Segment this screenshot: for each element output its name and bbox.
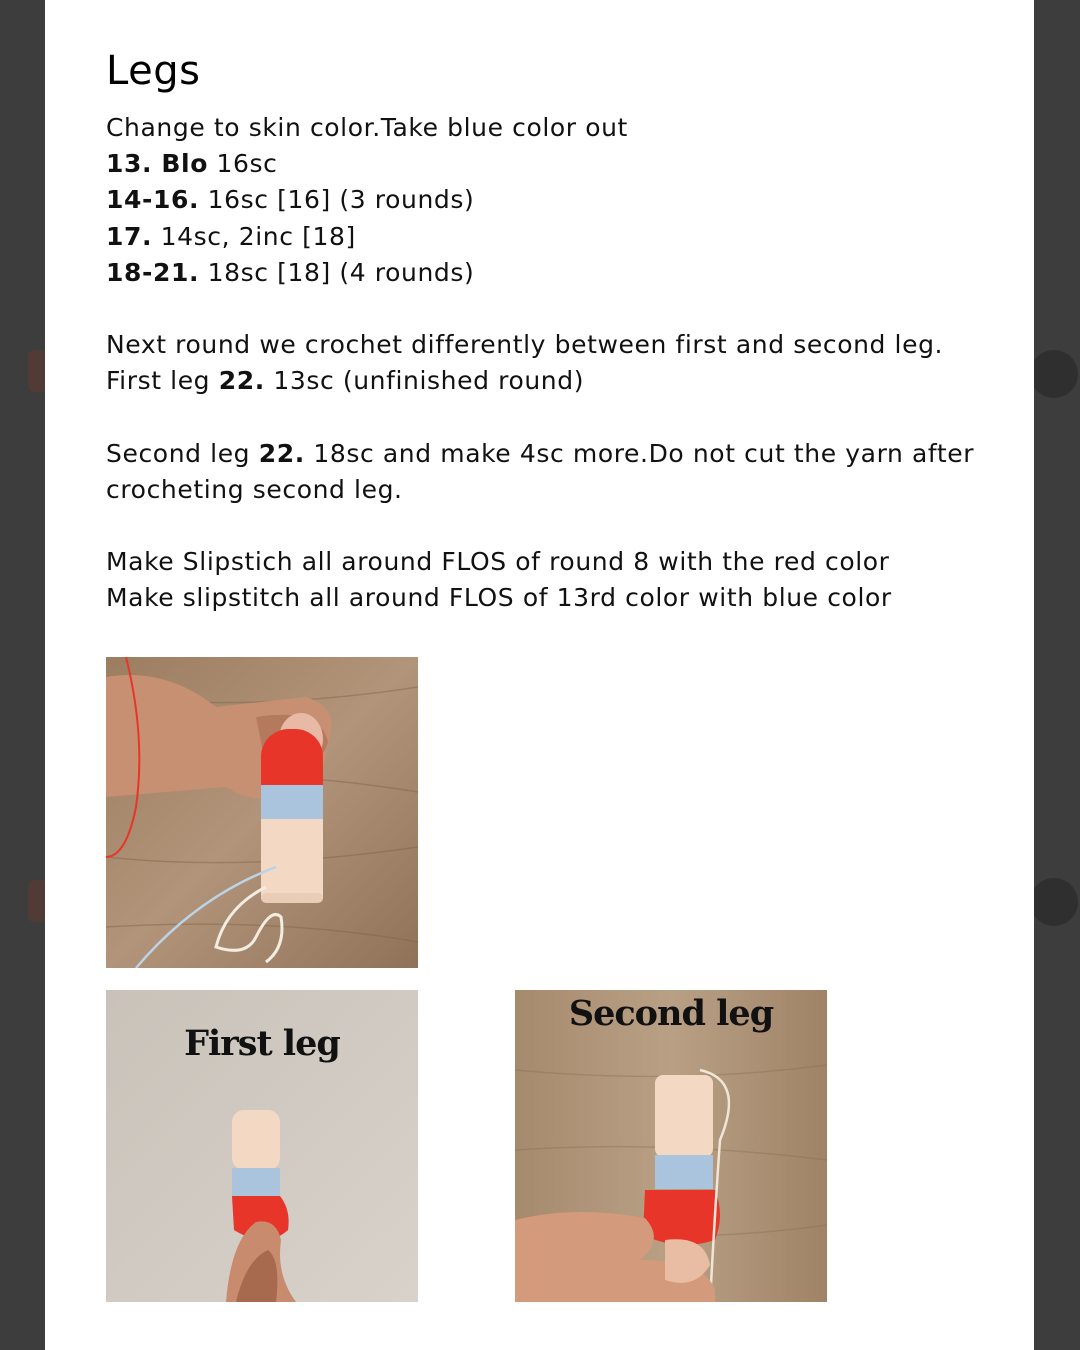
intro-line: Change to skin color.Take blue color out bbox=[106, 113, 628, 142]
round-number: 18-21. bbox=[106, 257, 200, 287]
document-page bbox=[45, 0, 1034, 1350]
round-line bbox=[106, 146, 1006, 182]
background-shape bbox=[1030, 878, 1078, 926]
background-right bbox=[1034, 0, 1080, 1350]
photo-caption-second-leg: Second leg bbox=[568, 993, 774, 1034]
round-text: 16sc bbox=[208, 149, 278, 179]
round-text: 16sc [16] (3 rounds) bbox=[199, 185, 475, 215]
second-leg-line-cont: crocheting second leg. bbox=[106, 474, 403, 504]
pattern-text bbox=[106, 110, 1006, 617]
background-left bbox=[0, 0, 45, 1350]
photo-first-leg bbox=[106, 990, 418, 1302]
round-line bbox=[106, 219, 1006, 255]
round-text: 18sc [18] (4 rounds) bbox=[199, 257, 475, 287]
round-number: 13. Blo bbox=[106, 149, 208, 179]
photo-crochet-in-progress bbox=[106, 657, 418, 968]
second-leg-line: Second leg 22. 18sc and make 4sc more.Do not cut the yarn after bbox=[106, 438, 975, 468]
page-title: Legs bbox=[106, 48, 201, 94]
round-number: 17. bbox=[106, 221, 153, 251]
slipstitch-red-line: Make Slipstich all around FLOS of round 8 with the red color bbox=[106, 547, 890, 577]
round-text: 14sc, 2inc [18] bbox=[152, 221, 356, 251]
first-leg-line: First leg 22. 13sc (unfinished round) bbox=[106, 366, 585, 396]
round-number: 14-16. bbox=[106, 185, 200, 215]
photo-caption-first-leg: First leg bbox=[184, 1023, 340, 1064]
photo-second-leg bbox=[515, 990, 827, 1302]
round-line bbox=[106, 255, 1006, 291]
round-line bbox=[106, 182, 1006, 218]
background-shape bbox=[1030, 350, 1078, 398]
slipstitch-blue-line: Make slipstitch all around FLOS of 13rd color with blue color bbox=[106, 583, 892, 613]
next-round-line: Next round we crochet differently between first and second leg. bbox=[106, 330, 944, 360]
